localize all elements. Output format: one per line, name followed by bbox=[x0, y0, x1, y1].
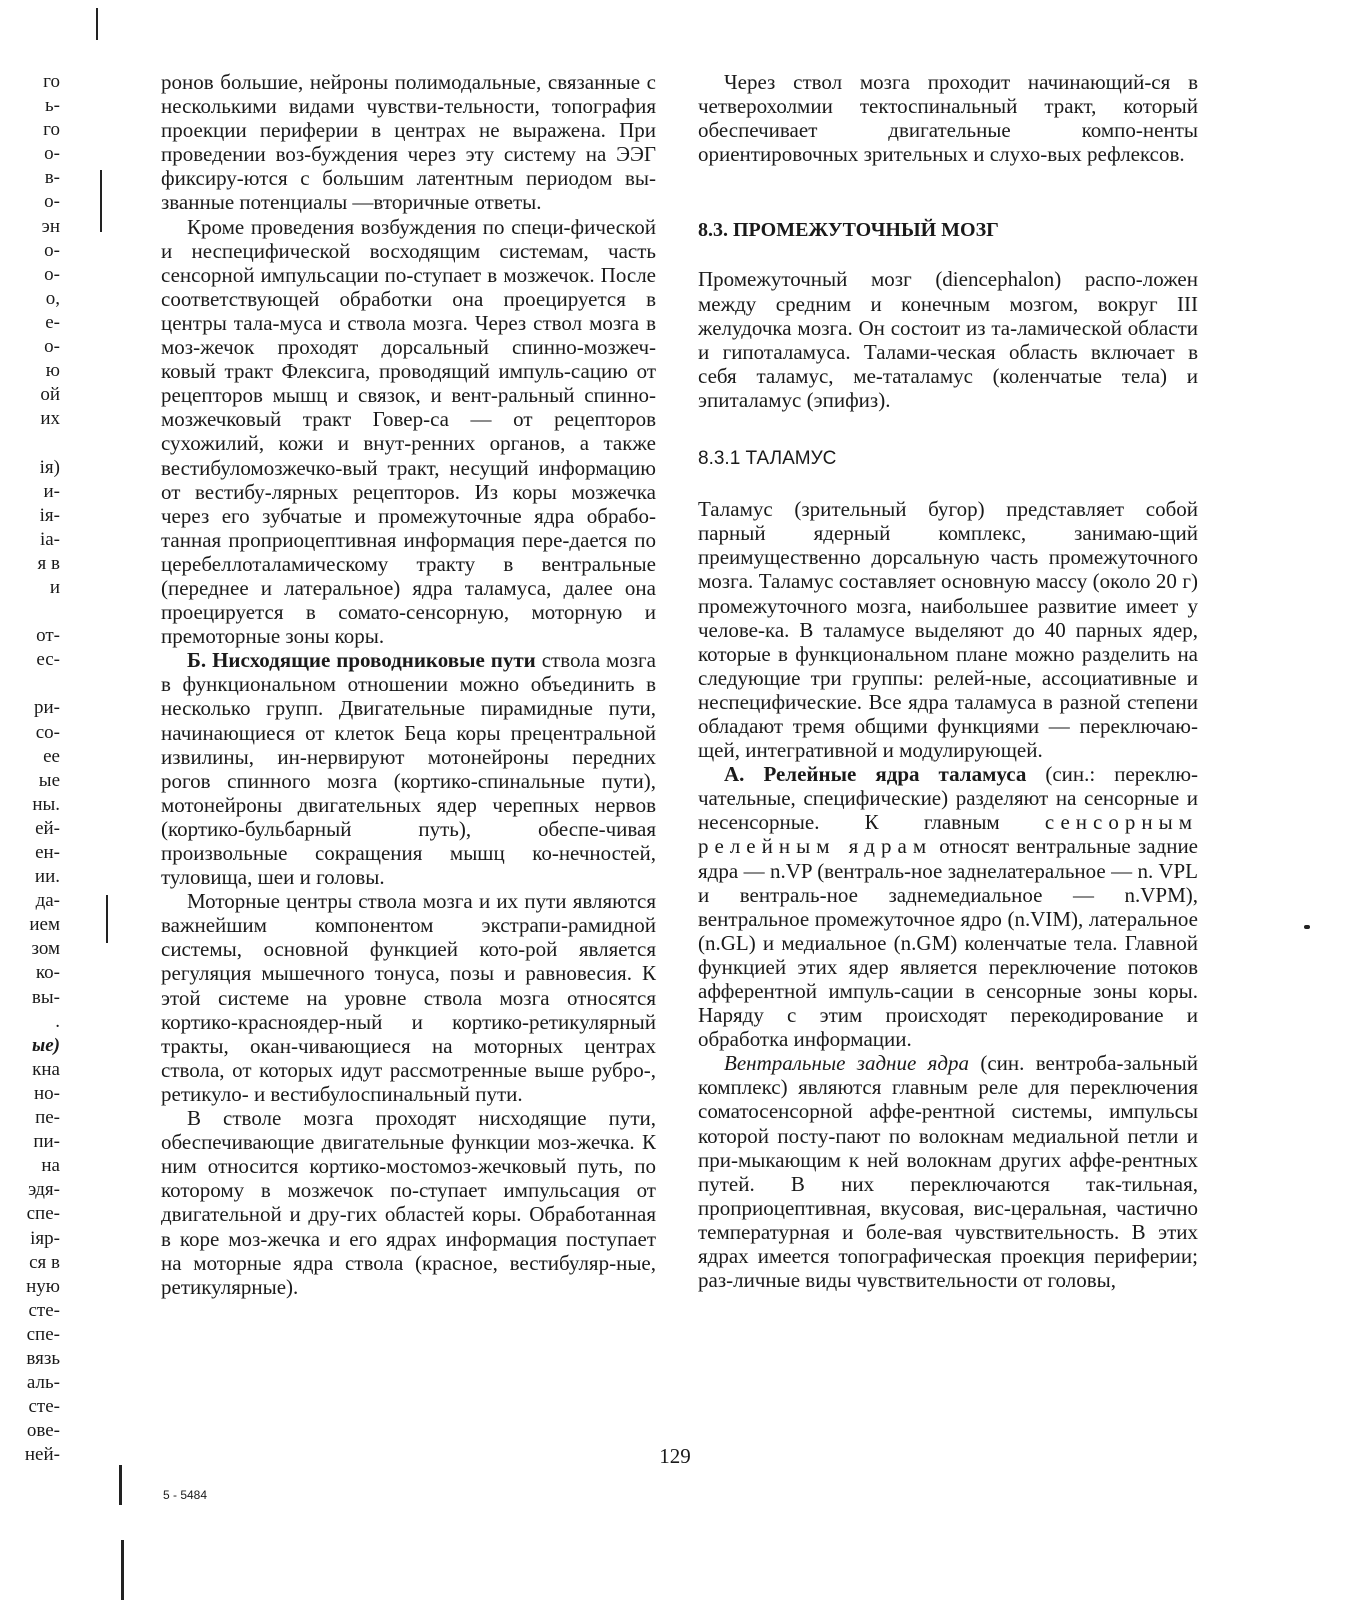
paragraph: ронов большие, нейроны полимодальные, связанные с несколькими видами чувстви-тельности, топография проекции периферии в центрах не выражена. При проведении воз-буждения через эту систему на ЭЭГ фиксиру-ются с большим латентным периодом вы-званные потенциалы —вторичные ответы. bbox=[161, 70, 656, 215]
margin-fragment: со- bbox=[35, 721, 60, 743]
margin-fragment: ся в bbox=[29, 1251, 60, 1273]
margin-fragment: в- bbox=[44, 167, 60, 189]
margin-fragment: іа- bbox=[39, 528, 60, 550]
margin-fragment: е- bbox=[45, 311, 60, 333]
paragraph: Кроме проведения возбуждения по специ-фической и неспецифической восходящим системам, часть сенсорной импульсации по-ступает в мозжечок. После соответствующей обработки она проецируется в центры тала-муса и ствола мозга. Через ствол мозга в моз-жечок проходят дорсальный спинно-мозжеч-ковый тракт Флексига, проводящий импуль-сацию от рецепторов мышц и связок, и вент-ральный спинно-мозжечковый тракт Говер-са — от рецепторов сухожилий, кожи и внут-ренних органов, а также вестибуломозжечко-вый тракт, несущий информацию от вестибу-лярных рецепторов. Из коры мозжечка через его зубчатые и промежуточные ядра обрабо-танная проприоцептивная информация пере-дается по церебеллоталамическому тракту в вентральные (переднее и латеральное) ядра таламуса, далее она проецируется в сомато-сенсорную, моторную и премоторные зоны коры. bbox=[161, 214, 656, 649]
margin-fragment: ь- bbox=[45, 95, 60, 117]
margin-fragment: я в bbox=[37, 552, 60, 574]
margin-fragment: и- bbox=[43, 480, 60, 502]
margin-fragment: кна bbox=[32, 1058, 60, 1080]
margin-fragment: аль- bbox=[26, 1372, 60, 1394]
paragraph: Промежуточный мозг (diencephalon) распо-ложен между средним и конечным мозгом, вокруг III желудочка мозга. Он состоит из та-ламической области и гипоталамуса. Талами-ческая область включает в себя таламус, ме-таталамус (коленчатые тела) и эпиталамус (эпифиз). bbox=[698, 267, 1198, 412]
italic-term: Вентральные задние ядра bbox=[724, 1051, 970, 1076]
ink-speck bbox=[1304, 925, 1310, 929]
margin-fragment: ю bbox=[45, 360, 60, 382]
bold-term: А. Релейные ядра таламуса bbox=[724, 762, 1027, 787]
margin-fragment: . bbox=[55, 1010, 60, 1032]
margin-fragment: о- bbox=[44, 143, 60, 165]
margin-fragment: ія- bbox=[39, 504, 60, 526]
paragraph: В стволе мозга проходят нисходящие пути, обеспечивающие двигательные функции моз-жечка. К ним относится кортико-мостомоз-жечковый путь, по которому в мозжечок по-ступает импульсация от двигательной и дру-гих областей коры. Обработанная в коре моз-жечка и его ядрах информация поступает на моторные ядра ствола (красное, вестибуляр-ные, ретикулярные). bbox=[161, 1106, 656, 1299]
margin-fragment: ии. bbox=[34, 866, 60, 888]
margin-fragment: го bbox=[43, 71, 60, 92]
bold-term: Б. Нисходящие проводниковые пути bbox=[187, 648, 536, 673]
margin-fragment: ые) bbox=[32, 1034, 60, 1056]
margin-fragment: эн bbox=[41, 215, 60, 237]
margin-rule bbox=[119, 1465, 122, 1505]
margin-fragment: эдя- bbox=[28, 1179, 60, 1201]
margin-fragment: сте- bbox=[28, 1299, 60, 1321]
margin-rule bbox=[121, 1540, 124, 1600]
margin-fragment: зом bbox=[31, 938, 60, 960]
paragraph: Таламус (зрительный бугор) представляет собой парный ядерный комплекс, занимаю-щий преимущественно дорсальную часть промежуточного мозга. Таламус составляет основную массу (около 20 г) промежуточного мозга, наибольшее развитие имеет у челове-ка. В таламусе выделяют до 40 парных ядер, которые в функциональном плане можно разделить на следующие три группы: релей-ные, ассоциативные и неспецифические. Все ядра таламуса в разной степени обладают тремя общими функциями — переключаю-щей, интегративной и модулирующей. bbox=[698, 497, 1198, 763]
margin-fragment: ес- bbox=[36, 649, 60, 671]
print-code: 5 - 5484 bbox=[163, 1488, 208, 1502]
margin-fragment: вы- bbox=[31, 986, 60, 1008]
margin-fragment: ную bbox=[26, 1275, 60, 1297]
margin-fragment: вязь bbox=[26, 1347, 60, 1369]
paragraph: Вентральные задние ядра (син. вентроба-зальный комплекс) являются главным реле для переключения соматосенсорной аффе-рентной системы, импульсы которой посту-пают по волокнам медиальной петли и при-мыкающим к ней волокнам других аффе-рентных путей. В них переключаются так-тильная, проприоцептивная, вкусовая, вис-церальная, частично температурная и боле-вая чувствительность. В этих ядрах имеется топографическая проекция периферии; раз-личные виды чувствительности от головы, bbox=[698, 1051, 1198, 1293]
margin-fragment: ен- bbox=[35, 842, 60, 863]
margin-fragment: о- bbox=[44, 191, 60, 213]
margin-fragment: ей- bbox=[35, 817, 60, 839]
margin-fragment: ны. bbox=[32, 793, 60, 815]
page-number: 129 bbox=[659, 1444, 691, 1468]
margin-fragment: ней- bbox=[24, 1444, 60, 1466]
left-column bbox=[161, 70, 656, 1299]
margin-fragment: спе- bbox=[26, 1203, 60, 1225]
margin-fragment: ри- bbox=[34, 697, 60, 719]
margin-fragment: ове- bbox=[26, 1420, 60, 1442]
margin-fragment bbox=[0, 431, 60, 455]
margin-fragment: спе- bbox=[26, 1323, 60, 1345]
margin-rule bbox=[106, 895, 108, 943]
margin-fragment: ые bbox=[38, 769, 60, 791]
margin-fragment: и bbox=[49, 576, 60, 598]
margin-fragment: но- bbox=[34, 1082, 60, 1104]
margin-fragment: ой bbox=[40, 384, 60, 406]
margin-rule bbox=[96, 8, 98, 40]
spaced-term: сенсорным релейным ядрам bbox=[698, 810, 1198, 859]
margin-fragment bbox=[0, 600, 60, 624]
paragraph: Моторные центры ствола мозга и их пути являются важнейшим компонентом экстрапи-рамидной системы, основной функцией кото-рой является регуляция мышечного тонуса, позы и равновесия. К этой системе на уровне ствола мозга относятся кортико-красноядер-ный и кортико-ретикулярный тракты, окан-чивающиеся на моторных центрах ствола, от которых идут рассмотренные выше рубро-, ретикуло- и вестибулоспинальный пути. bbox=[161, 889, 656, 1106]
margin-fragment: ием bbox=[29, 914, 60, 936]
right-column bbox=[698, 70, 1198, 1292]
margin-rule bbox=[100, 170, 102, 232]
margin-fragment: о- bbox=[44, 336, 60, 358]
margin-fragment: о, bbox=[45, 287, 60, 309]
margin-fragment: пе- bbox=[35, 1107, 60, 1129]
margin-fragment: ко- bbox=[35, 962, 60, 984]
margin-fragment: ія) bbox=[39, 456, 60, 478]
paragraph: Б. Нисходящие проводниковые пути ствола мозга в функциональном отношении можно объединить в несколько групп. Двигательные пирамидные пути, начинающиеся от клеток Беца коры прецентральной извилины, ин-нервируют мотонейроны передних рогов спинного мозга (кортико-спинальные пути), мотонейроны двигательных ядер черепных нервов (кортико-бульбарный путь), обеспе-чивая произвольные сокращения мышц ко-нечностей, туловища, шеи и головы. bbox=[161, 648, 656, 890]
margin-fragment: да- bbox=[35, 890, 60, 912]
margin-fragment: го bbox=[43, 119, 60, 141]
margin-fragment: сте- bbox=[28, 1396, 60, 1418]
margin-fragment: от- bbox=[36, 625, 60, 647]
subsection-heading: 8.3.1 ТАЛАМУС bbox=[698, 448, 837, 470]
paragraph: А. Релейные ядра таламуса (син.: переклю-чательные, специфические) разделяют на сенсорные и несенсорные. К главным сенсорным релейным ядрам относят вентральные задние ядра — n.VP (вентраль-ное заднелатеральное — n. VPL и вентраль-ное заднемедиальное — n.VPM), вентральное промежуточное ядро (n.VIM), латеральное (n.GL) и медиальное (n.GM) коленчатые тела. Главной функцией этих ядер является переключение потоков афферентной импуль-сации в сенсорные зоны коры. Наряду с этим происходят перекодирование и обработка информации. bbox=[698, 762, 1198, 1052]
section-heading: 8.3. ПРОМЕЖУТОЧНЫЙ МОЗГ bbox=[698, 219, 999, 242]
margin-fragment: іяр- bbox=[30, 1227, 60, 1249]
margin-fragment bbox=[0, 672, 60, 696]
margin-fragment: ее bbox=[43, 745, 60, 767]
margin-fragment: о- bbox=[44, 263, 60, 285]
margin-fragment: пи- bbox=[33, 1131, 60, 1153]
margin-fragment: их bbox=[40, 408, 60, 430]
previous-page-fragments bbox=[0, 70, 60, 1467]
margin-fragment: на bbox=[41, 1155, 60, 1177]
margin-fragment: о- bbox=[44, 239, 60, 261]
paragraph: Через ствол мозга проходит начинающий-ся в четверохолмии тектоспинальный тракт, который обеспечивает двигательные компо-ненты ориентировочных зрительных и слухо-вых рефлексов. bbox=[698, 70, 1198, 167]
